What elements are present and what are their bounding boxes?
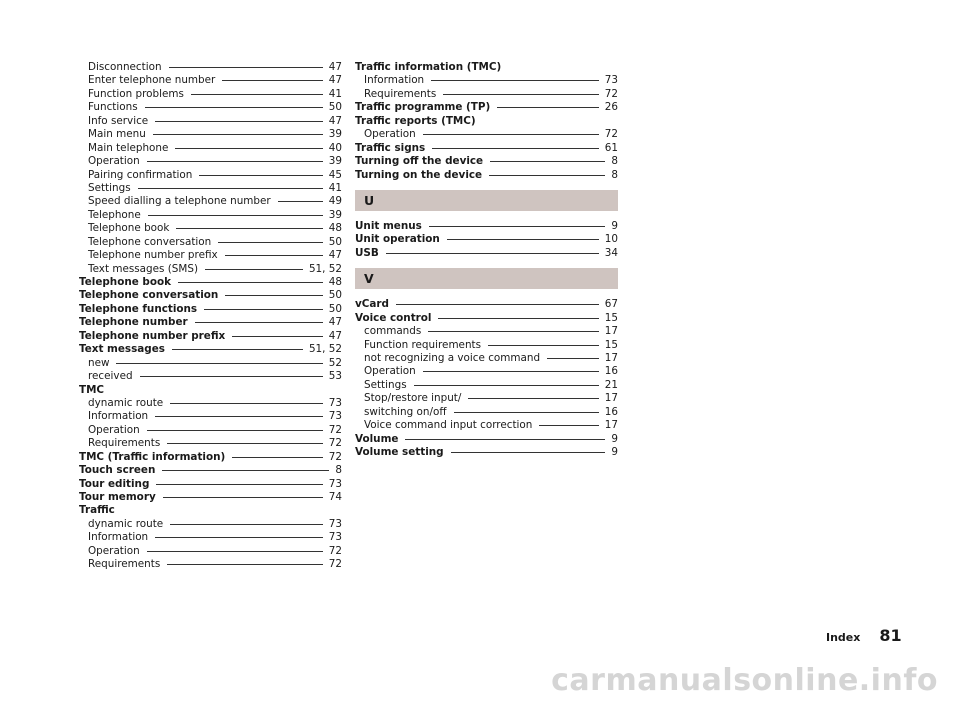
index-subentry[interactable] bbox=[79, 88, 342, 101]
entry-label: TMC (Traffic information) bbox=[79, 450, 226, 463]
index-entry[interactable] bbox=[79, 464, 342, 477]
index-subentry[interactable] bbox=[79, 249, 342, 262]
index-subentry[interactable] bbox=[79, 182, 342, 195]
entry-label: received bbox=[88, 370, 133, 383]
entry-label: switching on/off bbox=[364, 405, 447, 418]
entry-label: Enter telephone number bbox=[88, 74, 216, 87]
footer-section-label: Index bbox=[826, 631, 861, 644]
index-entry[interactable] bbox=[355, 155, 618, 168]
dot-leader bbox=[451, 452, 606, 453]
dot-leader bbox=[232, 457, 323, 458]
entry-label: new bbox=[88, 356, 110, 369]
index-subentry[interactable] bbox=[79, 370, 342, 383]
index-subentry[interactable] bbox=[79, 222, 342, 235]
entry-label: Functions bbox=[88, 101, 138, 114]
dot-leader bbox=[225, 295, 322, 296]
entry-page-ref[interactable]: 8 bbox=[611, 155, 618, 168]
index-subentry[interactable] bbox=[355, 419, 618, 432]
entry-page-ref[interactable]: 16 bbox=[604, 405, 618, 418]
entry-label: Touch screen bbox=[79, 464, 156, 477]
entry-label: Speed dialling a telephone number bbox=[88, 195, 271, 208]
entry-label: Information bbox=[88, 531, 149, 544]
entry-page-ref[interactable]: 26 bbox=[604, 101, 618, 114]
index-subentry[interactable] bbox=[79, 155, 342, 168]
index-entry[interactable] bbox=[355, 312, 618, 325]
dot-leader bbox=[386, 253, 599, 254]
index-heading: TMC bbox=[79, 383, 105, 396]
dot-leader bbox=[278, 201, 323, 202]
index-entry[interactable] bbox=[355, 101, 618, 114]
dot-leader bbox=[155, 416, 323, 417]
index-subentry[interactable] bbox=[355, 392, 618, 405]
entry-label: Text messages bbox=[79, 343, 165, 356]
index-subentry[interactable] bbox=[79, 128, 342, 141]
index-subentry[interactable] bbox=[79, 518, 342, 531]
index-entry[interactable] bbox=[355, 169, 618, 182]
dot-leader bbox=[147, 430, 323, 431]
dot-leader bbox=[489, 175, 605, 176]
entry-page-ref[interactable]: 9 bbox=[611, 219, 618, 232]
index-subentry[interactable] bbox=[355, 74, 618, 87]
entry-label: Operation bbox=[364, 365, 416, 378]
entry-page-ref[interactable]: 72 bbox=[328, 437, 342, 450]
entry-page-ref[interactable]: 47 bbox=[328, 329, 342, 342]
dot-leader bbox=[170, 403, 323, 404]
entry-page-ref[interactable]: 67 bbox=[604, 298, 618, 311]
entry-label: Pairing confirmation bbox=[88, 168, 193, 181]
dot-leader bbox=[218, 242, 323, 243]
page-footer bbox=[826, 626, 902, 645]
index-subentry[interactable] bbox=[79, 236, 342, 249]
dot-leader bbox=[147, 161, 323, 162]
index-entry[interactable] bbox=[355, 446, 618, 459]
dot-leader bbox=[116, 363, 322, 364]
entry-page-ref[interactable]: 73 bbox=[604, 74, 618, 87]
entry-page-ref[interactable]: 73 bbox=[328, 477, 342, 490]
entry-label: Telephone number bbox=[79, 316, 188, 329]
dot-leader bbox=[432, 148, 599, 149]
dot-leader bbox=[178, 282, 323, 283]
entry-label: Telephone conversation bbox=[79, 289, 219, 302]
entry-label: USB bbox=[355, 246, 379, 259]
dot-leader bbox=[429, 226, 606, 227]
dot-leader bbox=[539, 425, 598, 426]
entry-label: Traffic programme (TP) bbox=[355, 101, 491, 114]
entry-page-ref[interactable]: 73 bbox=[328, 396, 342, 409]
dot-leader bbox=[431, 80, 599, 81]
index-subentry[interactable] bbox=[79, 74, 342, 87]
entry-page-ref[interactable]: 39 bbox=[328, 208, 342, 221]
dot-leader bbox=[156, 484, 322, 485]
entry-page-ref[interactable]: 53 bbox=[328, 370, 342, 383]
index-subentry[interactable] bbox=[79, 531, 342, 544]
entry-label: Operation bbox=[364, 128, 416, 141]
entry-label: Telephone number prefix bbox=[88, 249, 218, 262]
entry-label: Function problems bbox=[88, 87, 184, 100]
entry-page-ref[interactable]: 17 bbox=[604, 419, 618, 432]
dot-leader bbox=[497, 107, 599, 108]
entry-label: Telephone number prefix bbox=[79, 329, 226, 342]
index-subentry[interactable] bbox=[355, 365, 618, 378]
entry-label: Stop/restore input/ bbox=[364, 392, 462, 405]
dot-leader bbox=[490, 161, 605, 162]
index-subentry[interactable] bbox=[355, 352, 618, 365]
dot-leader bbox=[167, 443, 323, 444]
index-entry[interactable] bbox=[79, 491, 342, 504]
index-subentry[interactable] bbox=[79, 357, 342, 370]
entry-page-ref[interactable]: 72 bbox=[328, 450, 342, 463]
entry-label: Information bbox=[88, 410, 149, 423]
index-heading: Traffic bbox=[79, 504, 115, 517]
entry-page-ref[interactable]: 73 bbox=[328, 531, 342, 544]
entry-page-ref[interactable]: 73 bbox=[328, 410, 342, 423]
dot-leader bbox=[405, 439, 605, 440]
entry-label: Voice command input correction bbox=[364, 419, 533, 432]
index-entry[interactable] bbox=[355, 233, 618, 246]
index-entry[interactable] bbox=[355, 298, 618, 311]
entry-page-ref[interactable]: 50 bbox=[328, 101, 342, 114]
entry-page-ref[interactable]: 72 bbox=[328, 558, 342, 571]
entry-label: commands bbox=[364, 325, 422, 338]
page-number: 81 bbox=[879, 626, 902, 645]
index-entry[interactable] bbox=[79, 289, 342, 302]
dot-leader bbox=[423, 371, 599, 372]
dot-leader bbox=[140, 376, 323, 377]
index-subentry[interactable] bbox=[79, 397, 342, 410]
entry-label: Function requirements bbox=[364, 338, 482, 351]
index-subentry[interactable] bbox=[355, 325, 618, 338]
entry-label: Turning on the device bbox=[355, 168, 483, 181]
dot-leader bbox=[138, 188, 323, 189]
entry-page-ref[interactable]: 51, 52 bbox=[308, 343, 342, 356]
index-heading: Traffic reports (TMC) bbox=[355, 114, 476, 127]
dot-leader bbox=[488, 345, 599, 346]
entry-label: Operation bbox=[88, 155, 140, 168]
index-subentry[interactable] bbox=[79, 263, 342, 276]
entry-label: Telephone conversation bbox=[88, 235, 212, 248]
index-subentry[interactable] bbox=[79, 61, 342, 74]
dot-leader bbox=[222, 80, 322, 81]
entry-page-ref[interactable]: 51, 52 bbox=[308, 262, 342, 275]
dot-leader bbox=[170, 524, 323, 525]
entry-page-ref[interactable]: 41 bbox=[328, 181, 342, 194]
dot-leader bbox=[195, 322, 323, 323]
index-entry[interactable] bbox=[79, 316, 342, 329]
index-subentry[interactable] bbox=[79, 558, 342, 571]
dot-leader bbox=[423, 134, 599, 135]
entry-page-ref[interactable]: 15 bbox=[604, 311, 618, 324]
entry-page-ref[interactable]: 72 bbox=[328, 544, 342, 557]
entry-page-ref[interactable]: 47 bbox=[328, 249, 342, 262]
index-subentry[interactable] bbox=[355, 379, 618, 392]
entry-page-ref[interactable]: 74 bbox=[328, 491, 342, 503]
index-entry[interactable] bbox=[79, 451, 342, 464]
index-subentry[interactable] bbox=[79, 195, 342, 208]
dot-leader bbox=[175, 148, 322, 149]
entry-page-ref[interactable]: 8 bbox=[335, 464, 342, 477]
dot-leader bbox=[172, 349, 303, 350]
entry-page-ref[interactable]: 16 bbox=[604, 365, 618, 378]
entry-page-ref[interactable]: 21 bbox=[604, 378, 618, 391]
entry-label: Settings bbox=[88, 181, 131, 194]
index-subentry[interactable] bbox=[355, 88, 618, 101]
dot-leader bbox=[428, 331, 598, 332]
index-column-left bbox=[79, 61, 342, 572]
entry-page-ref[interactable]: 47 bbox=[328, 114, 342, 127]
index-subentry[interactable] bbox=[79, 545, 342, 558]
entry-page-ref[interactable]: 50 bbox=[328, 235, 342, 248]
index-heading: Traffic information (TMC) bbox=[355, 61, 502, 73]
index-entry[interactable] bbox=[355, 247, 618, 260]
entry-page-ref[interactable]: 47 bbox=[328, 316, 342, 329]
dot-leader bbox=[547, 358, 599, 359]
entry-page-ref[interactable]: 48 bbox=[328, 276, 342, 288]
index-subentry[interactable] bbox=[79, 115, 342, 128]
dot-leader bbox=[155, 537, 323, 538]
dot-leader bbox=[232, 336, 323, 337]
dot-leader bbox=[167, 564, 323, 565]
entry-label: Turning off the device bbox=[355, 155, 484, 168]
entry-page-ref[interactable]: 47 bbox=[328, 74, 342, 87]
dot-leader bbox=[169, 67, 323, 68]
index-column-right bbox=[355, 61, 618, 460]
entry-label: Requirements bbox=[88, 437, 161, 450]
entry-label: Voice control bbox=[355, 311, 432, 324]
dot-leader bbox=[199, 175, 322, 176]
entry-page-ref[interactable]: 39 bbox=[328, 128, 342, 141]
entry-label: Volume bbox=[355, 432, 399, 445]
index-subentry[interactable] bbox=[79, 169, 342, 182]
dot-leader bbox=[443, 94, 599, 95]
entry-page-ref[interactable]: 17 bbox=[604, 352, 618, 364]
entry-label: Volume setting bbox=[355, 446, 444, 459]
index-subentry[interactable] bbox=[355, 339, 618, 352]
dot-leader bbox=[447, 239, 599, 240]
entry-label: Unit menus bbox=[355, 219, 422, 232]
index-entry[interactable] bbox=[79, 303, 342, 316]
entry-page-ref[interactable]: 45 bbox=[328, 168, 342, 181]
entry-label: Requirements bbox=[88, 558, 161, 571]
entry-page-ref[interactable]: 39 bbox=[328, 155, 342, 168]
entry-page-ref[interactable]: 17 bbox=[604, 392, 618, 405]
dot-leader bbox=[155, 121, 323, 122]
index-subentry[interactable] bbox=[355, 128, 618, 141]
index-entry[interactable] bbox=[79, 478, 342, 491]
entry-label: Tour editing bbox=[79, 477, 150, 490]
entry-page-ref[interactable]: 34 bbox=[604, 246, 618, 259]
index-subentry[interactable] bbox=[79, 410, 342, 423]
entry-page-ref[interactable]: 50 bbox=[328, 302, 342, 315]
entry-label: not recognizing a voice command bbox=[364, 352, 541, 364]
index-subentry[interactable] bbox=[79, 101, 342, 114]
dot-leader bbox=[145, 107, 323, 108]
dot-leader bbox=[148, 215, 323, 216]
entry-label: Telephone bbox=[88, 208, 141, 221]
entry-label: Settings bbox=[364, 378, 407, 391]
entry-label: Disconnection bbox=[88, 61, 162, 73]
entry-label: vCard bbox=[355, 298, 389, 311]
entry-label: Telephone functions bbox=[79, 302, 198, 315]
entry-label: Unit operation bbox=[355, 233, 440, 246]
entry-label: Main telephone bbox=[88, 141, 169, 154]
dot-leader bbox=[162, 470, 329, 471]
index-entry[interactable] bbox=[355, 142, 618, 155]
entry-label: dynamic route bbox=[88, 396, 164, 409]
index-subentry[interactable] bbox=[79, 424, 342, 437]
entry-page-ref[interactable]: 15 bbox=[604, 338, 618, 351]
entry-label: Operation bbox=[88, 423, 140, 436]
entry-page-ref[interactable]: 49 bbox=[328, 195, 342, 208]
entry-label: Text messages (SMS) bbox=[88, 262, 198, 275]
entry-label: Information bbox=[364, 74, 425, 87]
entry-page-ref[interactable]: 17 bbox=[604, 325, 618, 338]
entry-page-ref[interactable]: 50 bbox=[328, 289, 342, 302]
entry-label: Traffic signs bbox=[355, 141, 426, 154]
index-entry[interactable] bbox=[79, 276, 342, 289]
dot-leader bbox=[438, 318, 598, 319]
entry-label: Operation bbox=[88, 544, 140, 557]
dot-leader bbox=[414, 385, 599, 386]
entry-label: Telephone book bbox=[79, 276, 172, 288]
dot-leader bbox=[454, 412, 599, 413]
entry-page-ref[interactable]: 61 bbox=[604, 141, 618, 154]
entry-label: Info service bbox=[88, 114, 149, 127]
dot-leader bbox=[225, 255, 323, 256]
entry-page-ref[interactable]: 73 bbox=[328, 517, 342, 530]
entry-page-ref[interactable]: 72 bbox=[604, 87, 618, 100]
index-subentry[interactable] bbox=[355, 406, 618, 419]
entry-page-ref[interactable]: 48 bbox=[328, 222, 342, 235]
entry-page-ref[interactable]: 72 bbox=[328, 423, 342, 436]
dot-leader bbox=[204, 309, 323, 310]
section-letter-v: V bbox=[355, 268, 618, 289]
index-subentry[interactable] bbox=[79, 142, 342, 155]
index-subentry[interactable] bbox=[79, 209, 342, 222]
entry-page-ref[interactable]: 9 bbox=[611, 446, 618, 459]
dot-leader bbox=[396, 304, 599, 305]
index-entry[interactable] bbox=[79, 343, 342, 356]
entry-page-ref[interactable]: 72 bbox=[604, 128, 618, 141]
entry-page-ref[interactable]: 41 bbox=[328, 87, 342, 100]
dot-leader bbox=[176, 228, 322, 229]
entry-page-ref[interactable]: 10 bbox=[604, 233, 618, 246]
index-entry[interactable] bbox=[355, 220, 618, 233]
index-entry[interactable] bbox=[355, 433, 618, 446]
index-subentry[interactable] bbox=[79, 437, 342, 450]
entry-label: Tour memory bbox=[79, 491, 156, 503]
entry-page-ref[interactable]: 9 bbox=[611, 432, 618, 445]
dot-leader bbox=[153, 134, 323, 135]
entry-label: Telephone book bbox=[88, 222, 170, 235]
entry-label: Requirements bbox=[364, 87, 437, 100]
entry-page-ref[interactable]: 40 bbox=[328, 141, 342, 154]
dot-leader bbox=[205, 269, 303, 270]
dot-leader bbox=[147, 551, 323, 552]
dot-leader bbox=[163, 497, 323, 498]
entry-page-ref[interactable]: 52 bbox=[328, 356, 342, 369]
index-entry[interactable] bbox=[79, 330, 342, 343]
dot-leader bbox=[191, 94, 323, 95]
dot-leader bbox=[468, 398, 598, 399]
section-letter-u: U bbox=[355, 190, 618, 211]
entry-page-ref[interactable]: 47 bbox=[328, 61, 342, 73]
entry-page-ref[interactable]: 8 bbox=[611, 168, 618, 181]
entry-label: dynamic route bbox=[88, 517, 164, 530]
watermark: carmanualsonline.info bbox=[551, 663, 938, 698]
entry-label: Main menu bbox=[88, 128, 146, 141]
